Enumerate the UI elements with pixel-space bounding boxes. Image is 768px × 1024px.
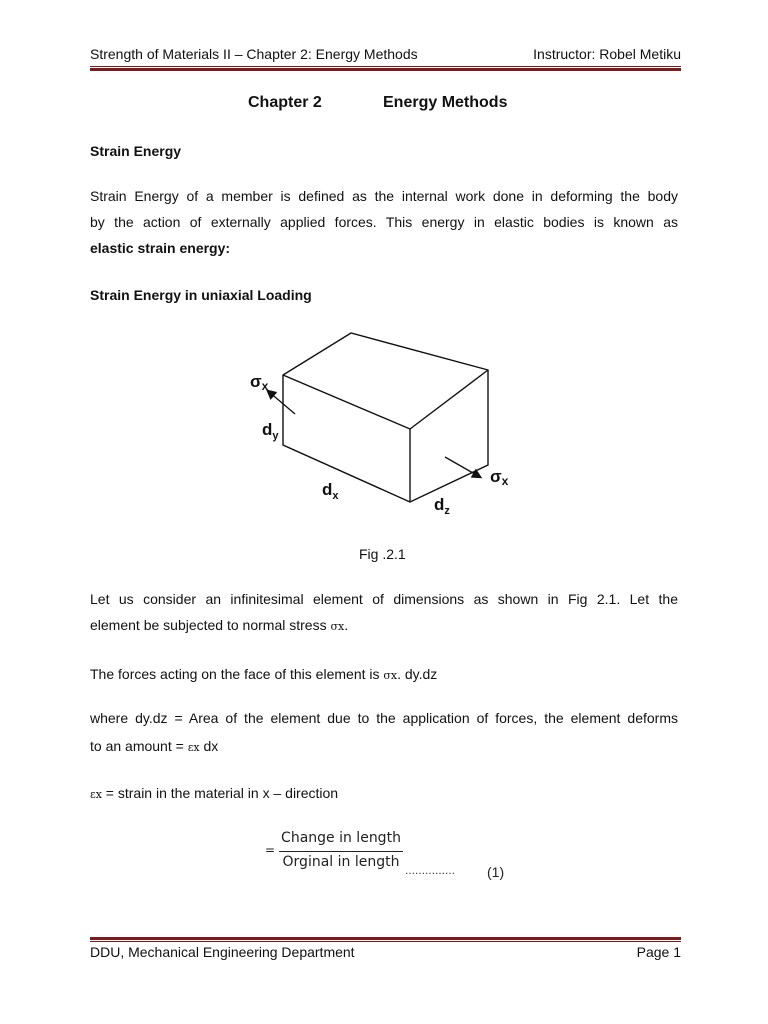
chapter-title: Energy Methods [383, 94, 508, 111]
equation-denominator: Orginal in length [282, 854, 400, 870]
header-rule-thin [90, 66, 681, 67]
figure-caption: Fig .2.1 [359, 546, 406, 562]
label-dx: $d_x$ [322, 480, 339, 502]
running-header-instructor: Instructor: Robel Metiku [533, 46, 681, 62]
equation-equals: = [265, 843, 276, 857]
section-heading-strain-energy: Strain Energy [90, 143, 182, 159]
equation-leader-dots: …………… [405, 866, 455, 877]
paragraph-line: where dy.dz = Area of the element due to the application of forces, the element deforms [90, 710, 678, 726]
stress-arrow-left [268, 391, 295, 414]
footer-rule-thin [90, 941, 681, 942]
paragraph-line: Strain Energy of a member is defined as the internal work done in deforming the body [90, 188, 678, 204]
header-rule-thick [90, 68, 681, 71]
box-diagram [240, 325, 540, 525]
label-sigma-right: σx [490, 467, 509, 488]
equation-number: (1) [487, 864, 505, 880]
label-sigma-left: σx [250, 372, 269, 393]
paragraph-line: εx = strain in the material in x – direction [90, 785, 339, 801]
equation-numerator: Change in length [281, 830, 401, 846]
footer-rule-thick [90, 937, 681, 940]
paragraph-line: Let us consider an infinitesimal element of dimensions as shown in Fig 2.1. Let the [90, 591, 678, 607]
box-outline [283, 333, 488, 502]
stress-arrow-right [445, 457, 480, 477]
section-heading-uniaxial: Strain Energy in uniaxial Loading [90, 287, 312, 303]
chapter-number: Chapter 2 [248, 94, 322, 111]
fraction-bar [279, 851, 403, 852]
footer-department: DDU, Mechanical Engineering Department [90, 944, 355, 960]
paragraph-line: The forces acting on the face of this element is σx. dy.dz [90, 666, 438, 682]
figure-element-box [240, 325, 540, 525]
paragraph-line: to an amount = εx dx [90, 738, 219, 754]
paragraph-line: element be subjected to normal stress σx. [90, 617, 349, 633]
paragraph-bold-term: elastic strain energy: [90, 240, 231, 256]
paragraph-line: by the action of externally applied forces. This energy in elastic bodies is known as [90, 214, 678, 230]
running-header-title: Strength of Materials II – Chapter 2: Energy Methods [90, 46, 418, 62]
label-dz: $d_z$ [434, 495, 450, 517]
label-dy: $d_y$ [262, 420, 279, 442]
footer-page-number: Page 1 [636, 944, 681, 960]
